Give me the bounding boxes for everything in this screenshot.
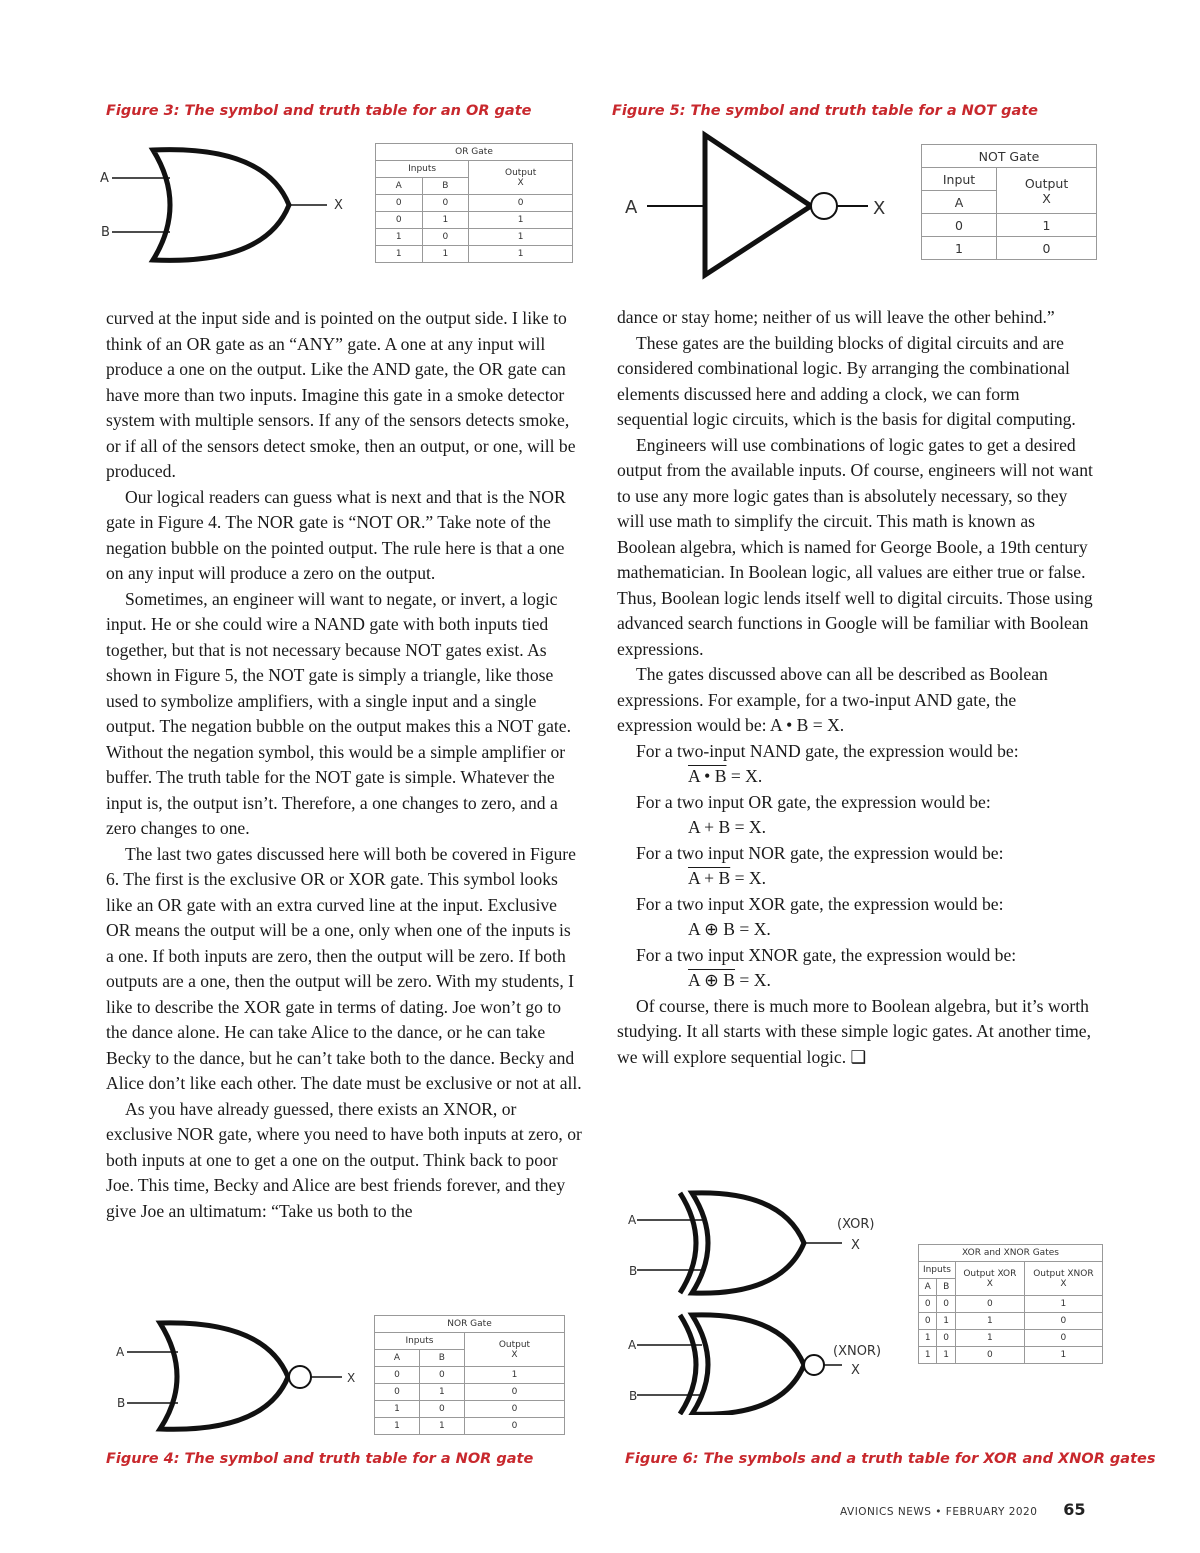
xnor-label: (XNOR) [833,1344,882,1359]
not-gate-symbol [615,125,900,285]
figure-4-caption: Figure 4: The symbol and truth table for a NOR gate [106,1451,534,1467]
paragraph: As you have already guessed, there exists an XNOR, or exclusive NOR gate, where you need to have both inputs at zero, or both inputs at one to get a one on the output. Think back to poor Joe. This time, Becky and Alice are best friends forever, and they give Joe an ultimatum: “Take us both to the [106,1098,582,1221]
xor-xnor-truth-table [918,1244,1103,1364]
output-xnor-header: Output XNOR X [1024,1262,1102,1296]
nor-label-a: A [116,1345,125,1359]
paragraph: Sometimes, an engineer will want to negate, or invert, a logic input. He or she could wire a NAND gate with both inputs tied together, but that is not necessary because NOT gates exist. As shown in Figure 5, the NOT gate is simply a triangle, like those used to symbolize amplifiers, with a single input and a single output. The negation bubble on the output makes this a NOT gate. Without the negation symbol, this would be a simple amplifier or buffer. The truth table for the NOT gate is simple. Whatever the input is, the output isn’t. Therefore, a one changes to zero, and a zero changes to one. [106,588,572,838]
figure-6-caption: Figure 6: The symbols and a truth table for XOR and XNOR gates [625,1451,1156,1467]
xnor-label-x: X [851,1363,860,1378]
table-title: XOR and XNOR Gates [919,1245,1103,1262]
paragraph: Our logical readers can guess what is next and that is the NOR gate in Figure 4. The NOR gate is “NOT OR.” Take note of the negation bubble on the pointed output. The rule here is that a one on any input will produce a zero on the output. [106,486,566,583]
table-title: NOR Gate [375,1316,565,1333]
col-a: A [376,178,423,195]
table-row: 1 1 0 1 [919,1347,1103,1364]
or-label-b: B [101,225,110,240]
paragraph: The last two gates discussed here will both be covered in Figure 6. The first is the exclusive OR or XOR gate. This symbol looks like an OR gate with an extra curved line at the input. Exclusive OR means the output will be a one, only when one of the inputs is a one. If both inputs are zero, then the output will be zero. If both outputs are a one, then the output will be zero. With my students, I like to describe the XOR gate in terms of dating. Joe won’t go to the dance alone. He can take Alice to the dance, or he can take Becky to the dance, but he can’t take both to the dance. Becky and Alice don’t like each other. The date must be exclusive or not at all. [106,843,582,1093]
xor-label-a: A [628,1213,637,1227]
xor-expression: A ⊕ B = X. [688,919,771,939]
or-label-x: X [334,198,343,213]
not-label-x: X [873,198,886,219]
paragraph: For a two input XOR gate, the expression would be: [636,893,1004,914]
xor-label-x: X [851,1238,860,1253]
left-column [106,306,582,1224]
table-row: 0 0 0 1 [919,1296,1103,1313]
not-truth-table [921,144,1097,260]
paragraph: For a two input OR gate, the expression would be: [636,791,991,812]
or-gate-symbol [95,140,355,275]
xor-label: (XOR) [837,1217,875,1232]
right-column [617,305,1095,1070]
paragraph: For a two-input NAND gate, the expression would be: [636,740,1019,761]
col-b: B [422,178,469,195]
col-a: A [919,1279,937,1296]
col-a: A [375,1350,420,1367]
table-row: 0 1 [922,214,1097,237]
table-title: NOT Gate [922,145,1097,168]
page-number: 65 [1063,1500,1086,1519]
xnor-label-b: B [629,1389,638,1403]
table-row: 0 0 1 [375,1367,565,1384]
xor-label-b: B [629,1264,638,1278]
output-xor-header: Output XOR X [955,1262,1024,1296]
not-label-a: A [625,197,638,218]
nor-expression: A + B = X. [688,868,767,888]
col-a: A [922,191,997,214]
table-row: 0 1 1 0 [919,1313,1103,1330]
paragraph: Engineers will use combinations of logic gates to get a desired output from the available inputs. Of course, engineers will not want to use any more logic gates than is absolutely necessary, so they will use math to simplify the circuit. This math is known as Boolean algebra, which is named for George Boole, a 19th century mathematician. In Boolean logic, all values are either true or false. Thus, Boolean logic lends itself well to digital circuits. Those using advanced search functions in Google will be familiar with Boolean expressions. [617,434,1093,659]
nand-expression: A • B = X. [688,766,763,786]
figure-3-caption: Figure 3: The symbol and truth table for an OR gate [106,103,532,119]
xor-xnor-symbols [622,1185,897,1415]
table-row: 0 0 0 [376,195,573,212]
paragraph: dance or stay home; neither of us will leave the other behind.” [617,307,1055,327]
paragraph: Of course, there is much more to Boolean algebra, but it’s worth studying. It all starts with these simple logic gates. At another time, we will explore sequential logic. ❑ [617,995,1091,1067]
or-label-a: A [100,171,109,186]
or-expression: A + B = X. [688,817,767,837]
issue-date: FEBRUARY 2020 [945,1506,1038,1518]
table-row: 1 1 1 [376,246,573,263]
paragraph: For a two input NOR gate, the expression would be: [636,842,1004,863]
table-row: 1 0 [922,237,1097,260]
xnor-expression: A ⊕ B = X. [688,970,771,990]
paragraph: The gates discussed above can all be described as Boolean expressions. For example, for a two-input AND gate, the expression would be: A • B = X. [617,664,1048,735]
footer-bullet: • [935,1506,942,1518]
inputs-header: Inputs [375,1333,465,1350]
paragraph: For a two input XNOR gate, the expression would be: [636,944,1017,965]
nor-truth-table [374,1315,565,1435]
table-row: 1 0 0 [375,1401,565,1418]
xnor-label-a: A [628,1338,637,1352]
table-row: 1 0 1 0 [919,1330,1103,1347]
figure-5-caption: Figure 5: The symbol and truth table for a NOT gate [612,103,1039,119]
output-header: Output X [464,1333,564,1367]
inputs-header: Inputs [376,161,469,178]
output-header: Output X [469,161,573,195]
col-b: B [419,1350,464,1367]
or-truth-table [375,143,573,263]
paragraph: These gates are the building blocks of digital circuits and are considered combinational logic. By arranging the combinational elements discussed here and adding a clock, we can form sequential logic circuits, which is the basis for digital computing. [617,332,1076,429]
paragraph: curved at the input side and is pointed on the output side. I like to think of an OR gate as an “ANY” gate. A one at any input will produce a one on the output. Like the AND gate, the OR gate can have more than two inputs. Imagine this gate in a smoke detector system with multiple sensors. If any of the sensors detects smoke, or if all of the sensors detect smoke, then an output, or one, will be produced. [106,308,576,481]
table-title: OR Gate [376,144,573,161]
xor-gate-symbol [680,1193,804,1293]
table-row: 0 1 1 [376,212,573,229]
xnor-gate-symbol [680,1315,804,1414]
nor-gate-symbol [110,1315,365,1440]
table-row: 1 1 0 [375,1418,565,1435]
col-b: B [937,1279,956,1296]
output-header: Output X [997,168,1097,214]
nor-label-x: X [347,1371,356,1385]
nor-label-b: B [117,1396,126,1410]
page-footer [840,1500,1086,1519]
input-header: Input [922,168,997,191]
table-row: 1 0 1 [376,229,573,246]
inputs-header: Inputs [919,1262,956,1279]
publication-name: AVIONICS NEWS [840,1506,932,1518]
table-row: 0 1 0 [375,1384,565,1401]
